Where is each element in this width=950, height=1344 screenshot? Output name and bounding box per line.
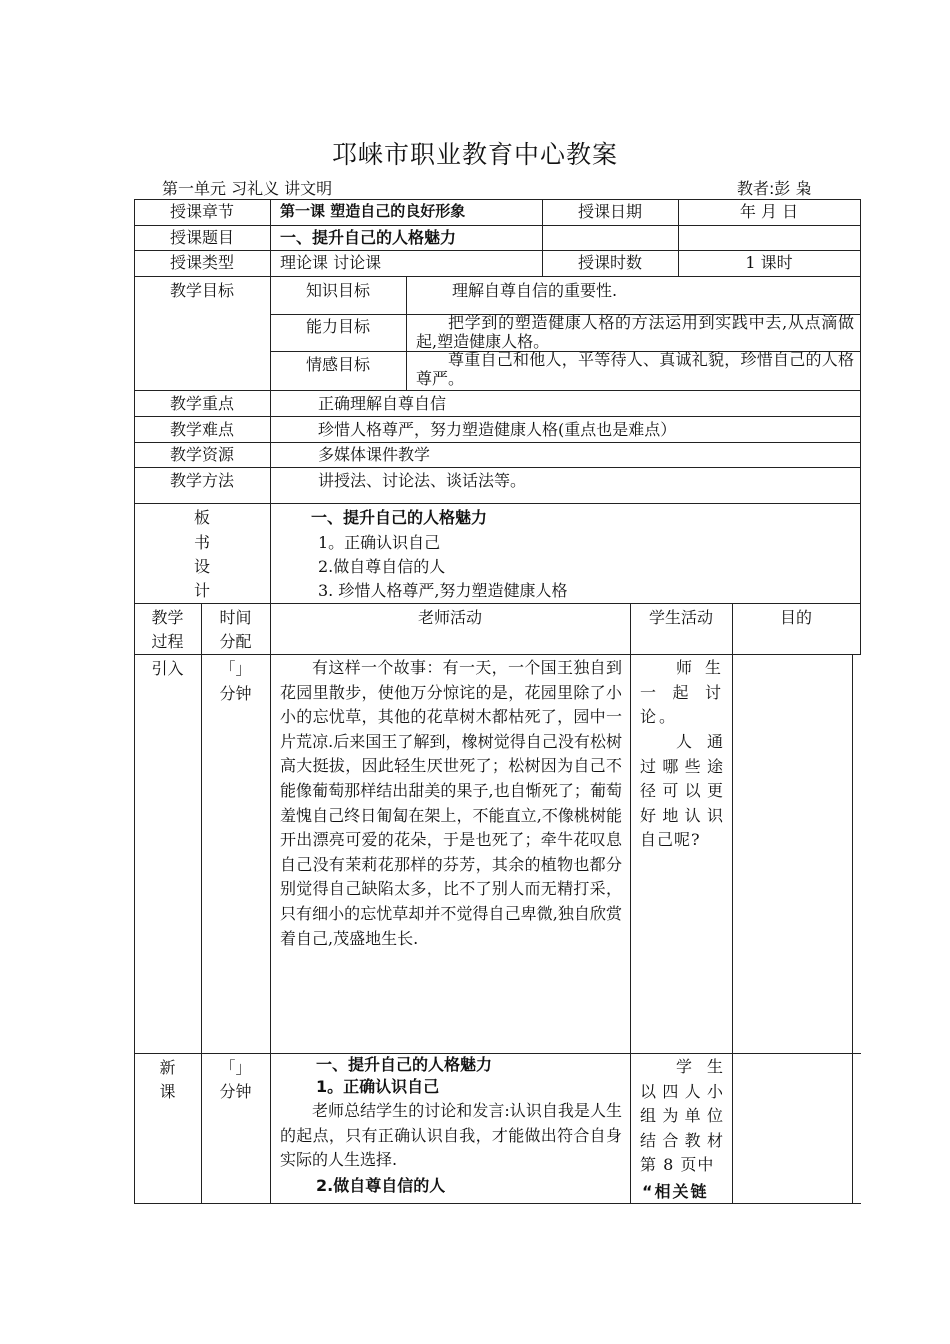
- page-title: 邛崃市职业教育中心教案: [331, 140, 618, 169]
- resource-label: 教学资源: [169, 445, 234, 464]
- newlesson-sub1: 1。正确认识自己: [316, 1077, 440, 1096]
- goals-label: 教学目标: [169, 281, 234, 300]
- intro-time-unit: 分钟: [219, 684, 252, 703]
- intro-student-text-2: 人通过哪些途径可以更好地认识自己呢?: [640, 732, 724, 850]
- board-label-1: 板: [193, 508, 210, 527]
- board-line-4: 3. 珍惜人格尊严,努力塑造健康人格: [318, 581, 568, 600]
- type-value: 理论课 讨论课: [280, 253, 382, 272]
- difficult-label: 教学难点: [169, 420, 234, 439]
- newlesson-text: 老师总结学生的讨论和发言:认识自我是人生的起点，只有正确认识自我，才能做出符合自身实际的人生选择.: [280, 1101, 622, 1170]
- method-value: 讲授法、讨论法、谈话法等。: [318, 471, 527, 490]
- process-col2-line2: 分配: [219, 632, 252, 651]
- newlesson-heading: 一、提升自己的人格魅力: [316, 1055, 493, 1074]
- topic-value: 一、提升自己的人格魅力: [280, 228, 457, 247]
- board-line-2: 1。正确认识自己: [318, 533, 441, 552]
- topic-label: 授课题目: [169, 228, 234, 247]
- process-col1-line1: 教学: [151, 608, 184, 627]
- newlesson-stage-line2: 课: [159, 1082, 176, 1101]
- hours-label: 授课时数: [577, 253, 642, 272]
- newlesson-student-bold: “相关链: [642, 1182, 709, 1201]
- board-label-2: 书: [193, 533, 210, 552]
- ability-value: 把学到的塑造健康人格的方法运用到实践中去,从点滴做起,塑造健康人格。: [416, 313, 854, 351]
- board-label-4: 计: [193, 581, 210, 600]
- method-label: 教学方法: [169, 471, 234, 490]
- process-col1-line2: 过程: [151, 632, 184, 651]
- knowledge-label: 知识目标: [305, 281, 370, 300]
- chapter-value: 第一课 塑造自己的良好形象: [280, 202, 466, 220]
- ability-label: 能力目标: [305, 317, 370, 336]
- key-label: 教学重点: [169, 394, 234, 413]
- intro-teacher-text: 有这样一个故事：有一天，一个国王独自到花园里散步，使他万分惊诧的是，花园里除了小小的忘忧草，其他的花草树木都枯死了，园中一片荒凉.后来国王了解到，橡树觉得自己没有松树高大挺拔，因此轻生厌世死了；松树因为自己不能像葡萄那样结出甜美的果子,也自惭死了；葡萄羞愧自己终日匍匐在架上，不能直立,不像桃树能开出漂亮可爱的花朵，于是也死了；牵牛花叹息自己没有茉莉花那样的芬芳，其余的植物也都分别觉得自己缺陷太多，比不了别人而无精打采，只有细小的忘忧草却并不觉得自己卑微,独自欣赏着自己,茂盛地生长.: [280, 658, 622, 948]
- newlesson-stage-line1: 新: [159, 1058, 176, 1077]
- unit-label: 第一单元 习礼义 讲文明: [162, 179, 333, 198]
- type-label: 授课类型: [169, 253, 234, 272]
- board-line-3: 2.做自尊自信的人: [318, 557, 446, 576]
- emotion-value: 尊重自己和他人，平等待人、真诚礼貌，珍惜自己的人格尊严。: [416, 350, 854, 388]
- resource-value: 多媒体课件教学: [318, 445, 431, 464]
- hours-value: 1 课时: [745, 253, 793, 272]
- purpose-header: 目的: [779, 608, 812, 627]
- board-line-1: 一、提升自己的人格魅力: [311, 508, 488, 527]
- chapter-label: 授课章节: [169, 202, 234, 221]
- board-label-3: 设: [193, 557, 210, 576]
- date-value: 年 月 日: [739, 202, 799, 221]
- difficult-value: 珍惜人格尊严，努力塑造健康人格(重点也是难点）: [318, 420, 677, 439]
- intro-time-bracket: 「」: [219, 659, 252, 678]
- emotion-label: 情感目标: [305, 355, 370, 374]
- teacher-label: 教者:彭 枭: [737, 179, 812, 198]
- newlesson-sub2: 2.做自尊自信的人: [316, 1176, 446, 1195]
- newlesson-time-unit: 分钟: [219, 1082, 252, 1101]
- newlesson-time-bracket: 「」: [219, 1058, 252, 1077]
- key-value: 正确理解自尊自信: [318, 394, 447, 413]
- process-col2-line1: 时间: [219, 608, 252, 627]
- intro-student-text-1: 师生一起讨论。: [640, 658, 724, 727]
- knowledge-value: 理解自尊自信的重要性.: [452, 281, 618, 300]
- date-label: 授课日期: [577, 202, 642, 221]
- intro-stage: 引入: [151, 659, 184, 678]
- newlesson-student-text: 学生以四人小组为单位结合教材第 8 页中: [640, 1057, 724, 1175]
- teacher-activity-header: 老师活动: [417, 608, 482, 627]
- student-activity-header: 学生活动: [648, 608, 713, 627]
